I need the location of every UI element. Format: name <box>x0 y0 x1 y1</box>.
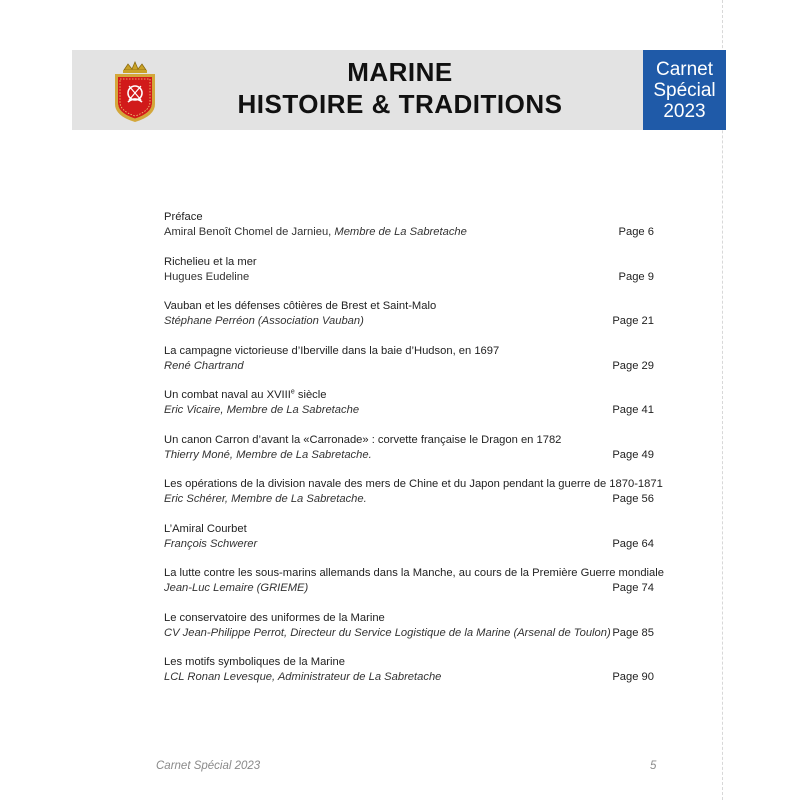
footer-publication: Carnet Spécial 2023 <box>156 760 261 772</box>
toc-author <box>164 448 372 463</box>
toc-page: Page 56 <box>612 493 654 505</box>
toc-author <box>164 403 359 418</box>
sabretache-emblem-icon <box>106 60 164 124</box>
toc-entry <box>164 522 656 567</box>
toc-entry <box>164 210 656 255</box>
carnet-line-3: 2023 <box>663 100 706 122</box>
carnet-line-2: Spécial <box>653 79 716 101</box>
toc-title: La campagne victorieuse d’Iberville dans la baie d’Hudson, en 1697 <box>164 344 500 357</box>
toc-author-note: Eric Vicaire, Membre de La Sabretache <box>164 404 360 416</box>
carnet-line-1: Carnet <box>655 58 714 80</box>
toc-page: Page 29 <box>612 359 654 372</box>
toc-page: Page 90 <box>612 671 654 683</box>
carnet-special-badge <box>643 50 726 130</box>
toc-title: Richelieu et la mer <box>164 255 257 268</box>
toc-author <box>164 314 364 329</box>
toc-author-note: François Schwerer <box>164 537 258 550</box>
toc-title: Un canon Carron d’avant la «Carronade» : corvette française le Dragon en 1782 <box>164 433 562 446</box>
toc-title-text-end: siècle <box>294 389 327 401</box>
toc-title-superscript: e <box>290 388 295 396</box>
toc-author <box>164 359 244 374</box>
toc-entry <box>164 299 656 344</box>
toc-author-note: Thierry Moné, Membre de La Sabretache. <box>164 448 372 461</box>
toc-page: Page 9 <box>618 270 654 283</box>
toc-entry <box>164 433 656 478</box>
toc-author-note: LCL Ronan Levesque, Administrateur de La Sabretache <box>164 671 442 683</box>
footer-page-number: 5 <box>650 760 657 772</box>
toc-title: La lutte contre les sous-marins allemands dans la Manche, au cours de la Première Guerre mondiale <box>164 567 664 579</box>
toc-author-note: René Chartrand <box>164 359 244 372</box>
toc-page: Page 41 <box>612 404 654 416</box>
toc-author-note: Eric Schérer, Membre de La Sabretache. <box>164 493 367 505</box>
toc-page: Page 49 <box>612 448 654 461</box>
toc-title <box>164 388 656 403</box>
toc-author <box>164 626 611 641</box>
toc-entry <box>164 344 656 389</box>
table-of-contents <box>164 210 664 700</box>
toc-page: Page 6 <box>618 226 654 238</box>
toc-title: Vauban et les défenses côtières de Brest et Saint-Malo <box>164 300 437 312</box>
toc-author: Hugues Eudeline <box>164 270 250 283</box>
toc-entry <box>164 655 656 700</box>
toc-author <box>164 225 467 240</box>
toc-author <box>164 492 367 507</box>
toc-author <box>164 581 308 596</box>
title-line-1: MARINE <box>347 57 453 87</box>
toc-page: Page 85 <box>612 626 654 639</box>
toc-entry <box>164 566 664 611</box>
toc-title-text: Un combat naval au XVIII <box>164 389 291 401</box>
toc-page: Page 64 <box>612 537 654 550</box>
toc-author-name: Amiral Benoît Chomel de Jarnieu, <box>164 226 335 238</box>
toc-entry <box>164 611 656 656</box>
toc-entry <box>164 477 663 522</box>
toc-title: L’Amiral Courbet <box>164 522 247 535</box>
toc-author <box>164 670 441 685</box>
toc-author-note: Jean-Luc Lemaire (GRIEME) <box>164 582 309 594</box>
toc-page: Page 74 <box>612 582 654 594</box>
toc-page: Page 21 <box>612 315 654 327</box>
toc-author-note: Stéphane Perréon (Association Vauban) <box>164 315 364 327</box>
toc-title: Le conservatoire des uniformes de la Marine <box>164 611 385 624</box>
toc-title: Préface <box>164 211 203 223</box>
toc-entry <box>164 255 656 300</box>
toc-author-note: CV Jean-Philippe Perrot, Directeur du Service Logistique de la Marine (Arsenal de Toulon) <box>164 626 611 639</box>
toc-entry <box>164 388 656 433</box>
toc-author-note: Membre de La Sabretache <box>334 226 467 238</box>
toc-title: Les opérations de la division navale des mers de Chine et du Japon pendant la guerre de 1870-1871 <box>164 478 663 490</box>
title-line-2: HISTOIRE & TRADITIONS <box>237 89 563 119</box>
page-title <box>200 56 600 120</box>
toc-title: Les motifs symboliques de la Marine <box>164 656 345 668</box>
toc-author <box>164 537 257 552</box>
